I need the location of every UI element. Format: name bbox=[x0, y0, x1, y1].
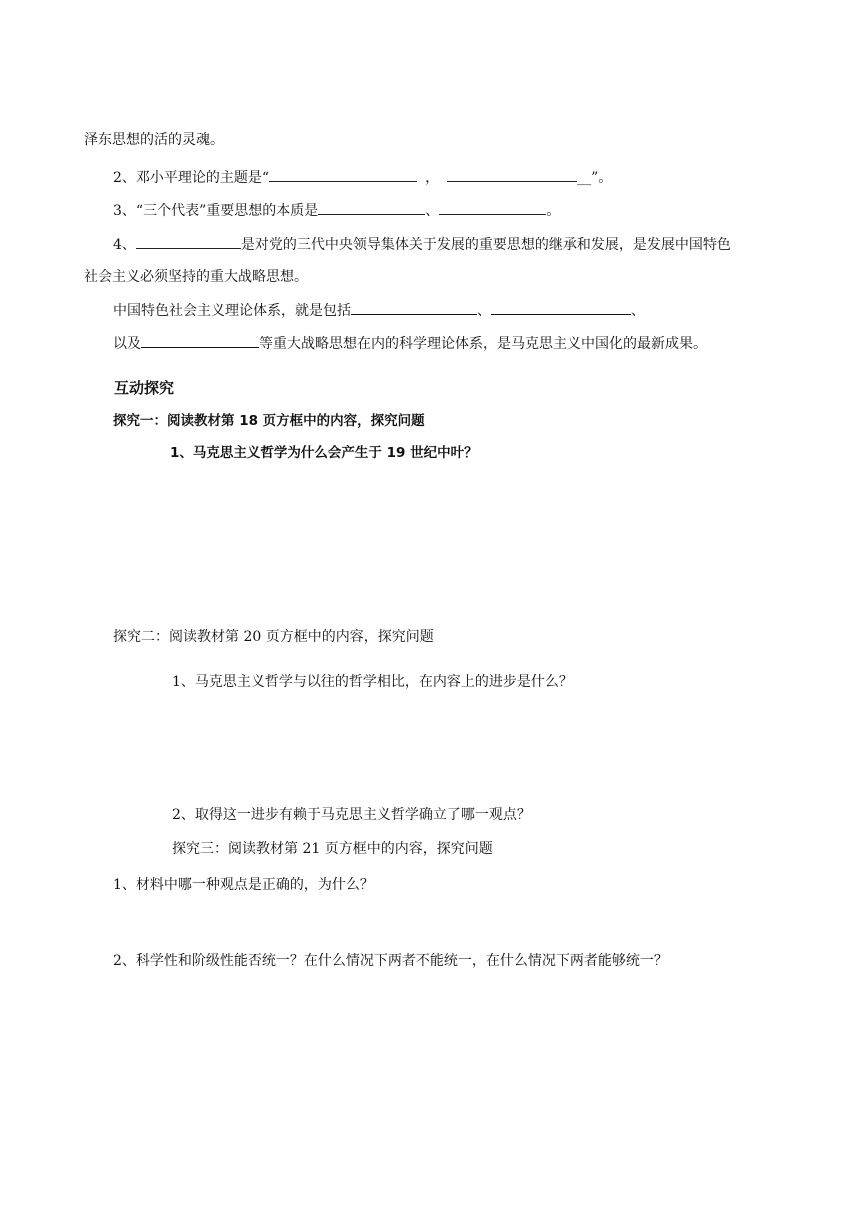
question-4-prefix: 4、 bbox=[113, 237, 136, 253]
question-2-sep: ， bbox=[425, 170, 440, 186]
section-title: 互动探究 bbox=[114, 379, 175, 397]
answer-blank bbox=[136, 235, 241, 249]
question-2 bbox=[113, 168, 612, 187]
explore-2-title: 探究二：阅读教材第 20 页方框中的内容，探究问题 bbox=[113, 629, 434, 645]
answer-blank bbox=[439, 201, 546, 215]
question-3 bbox=[113, 201, 560, 220]
answer-blank bbox=[318, 201, 425, 215]
answer-blank bbox=[491, 301, 631, 315]
explore-1-title: 探究一：阅读教材第 18 页方框中的内容，探究问题 bbox=[113, 413, 425, 429]
question-4-line-1 bbox=[113, 235, 731, 254]
explore-1-question-1: 1、马克思主义哲学为什么会产生于 19 世纪中叶？ bbox=[170, 445, 478, 461]
theory-line2-suffix: 等重大战略思想在内的科学理论体系，是马克思主义中国化的最新成果。 bbox=[259, 336, 707, 352]
theory-line-2 bbox=[113, 334, 707, 353]
answer-blank bbox=[141, 334, 259, 348]
explore-3-question-1: 1、材料中哪一种观点是正确的，为什么？ bbox=[113, 877, 374, 893]
theory-sep-2: 、 bbox=[631, 303, 645, 319]
question-2-prefix: 2、邓小平理论的主题是“ bbox=[113, 170, 270, 186]
explore-3-question-2: 2、科学性和阶级性能否统一？在什么情况下两者不能统一，在什么情况下两者能够统一？ bbox=[113, 953, 668, 969]
answer-blank bbox=[269, 168, 417, 182]
question-4-text: 是对党的三代中央领导集体关于发展的重要思想的继承和发展，是发展中国特色 bbox=[240, 237, 731, 253]
question-2-tail: __”。 bbox=[577, 170, 613, 186]
question-3-prefix: 3、“三个代表”重要思想的本质是 bbox=[113, 203, 319, 219]
answer-blank bbox=[351, 301, 477, 315]
question-3-end: 。 bbox=[546, 203, 561, 219]
question-4-line-2: 社会主义必须坚持的重大战略思想。 bbox=[84, 269, 308, 285]
theory-line2-prefix: 以及 bbox=[113, 336, 141, 352]
explore-3-title: 探究三：阅读教材第 21 页方框中的内容，探究问题 bbox=[172, 841, 493, 857]
question-3-sep: 、 bbox=[425, 203, 440, 219]
answer-blank bbox=[447, 168, 577, 182]
explore-2-question-2: 2、取得这一进步有赖于马克思主义哲学确立了哪一观点？ bbox=[172, 807, 531, 823]
theory-line-1 bbox=[113, 301, 645, 320]
explore-2-question-1: 1、马克思主义哲学与以往的哲学相比，在内容上的进步是什么？ bbox=[172, 674, 573, 690]
theory-prefix: 中国特色社会主义理论体系，就是包括 bbox=[113, 303, 351, 319]
text-line-soul: 泽东思想的活的灵魂。 bbox=[84, 132, 224, 148]
theory-sep-1: 、 bbox=[477, 303, 491, 319]
